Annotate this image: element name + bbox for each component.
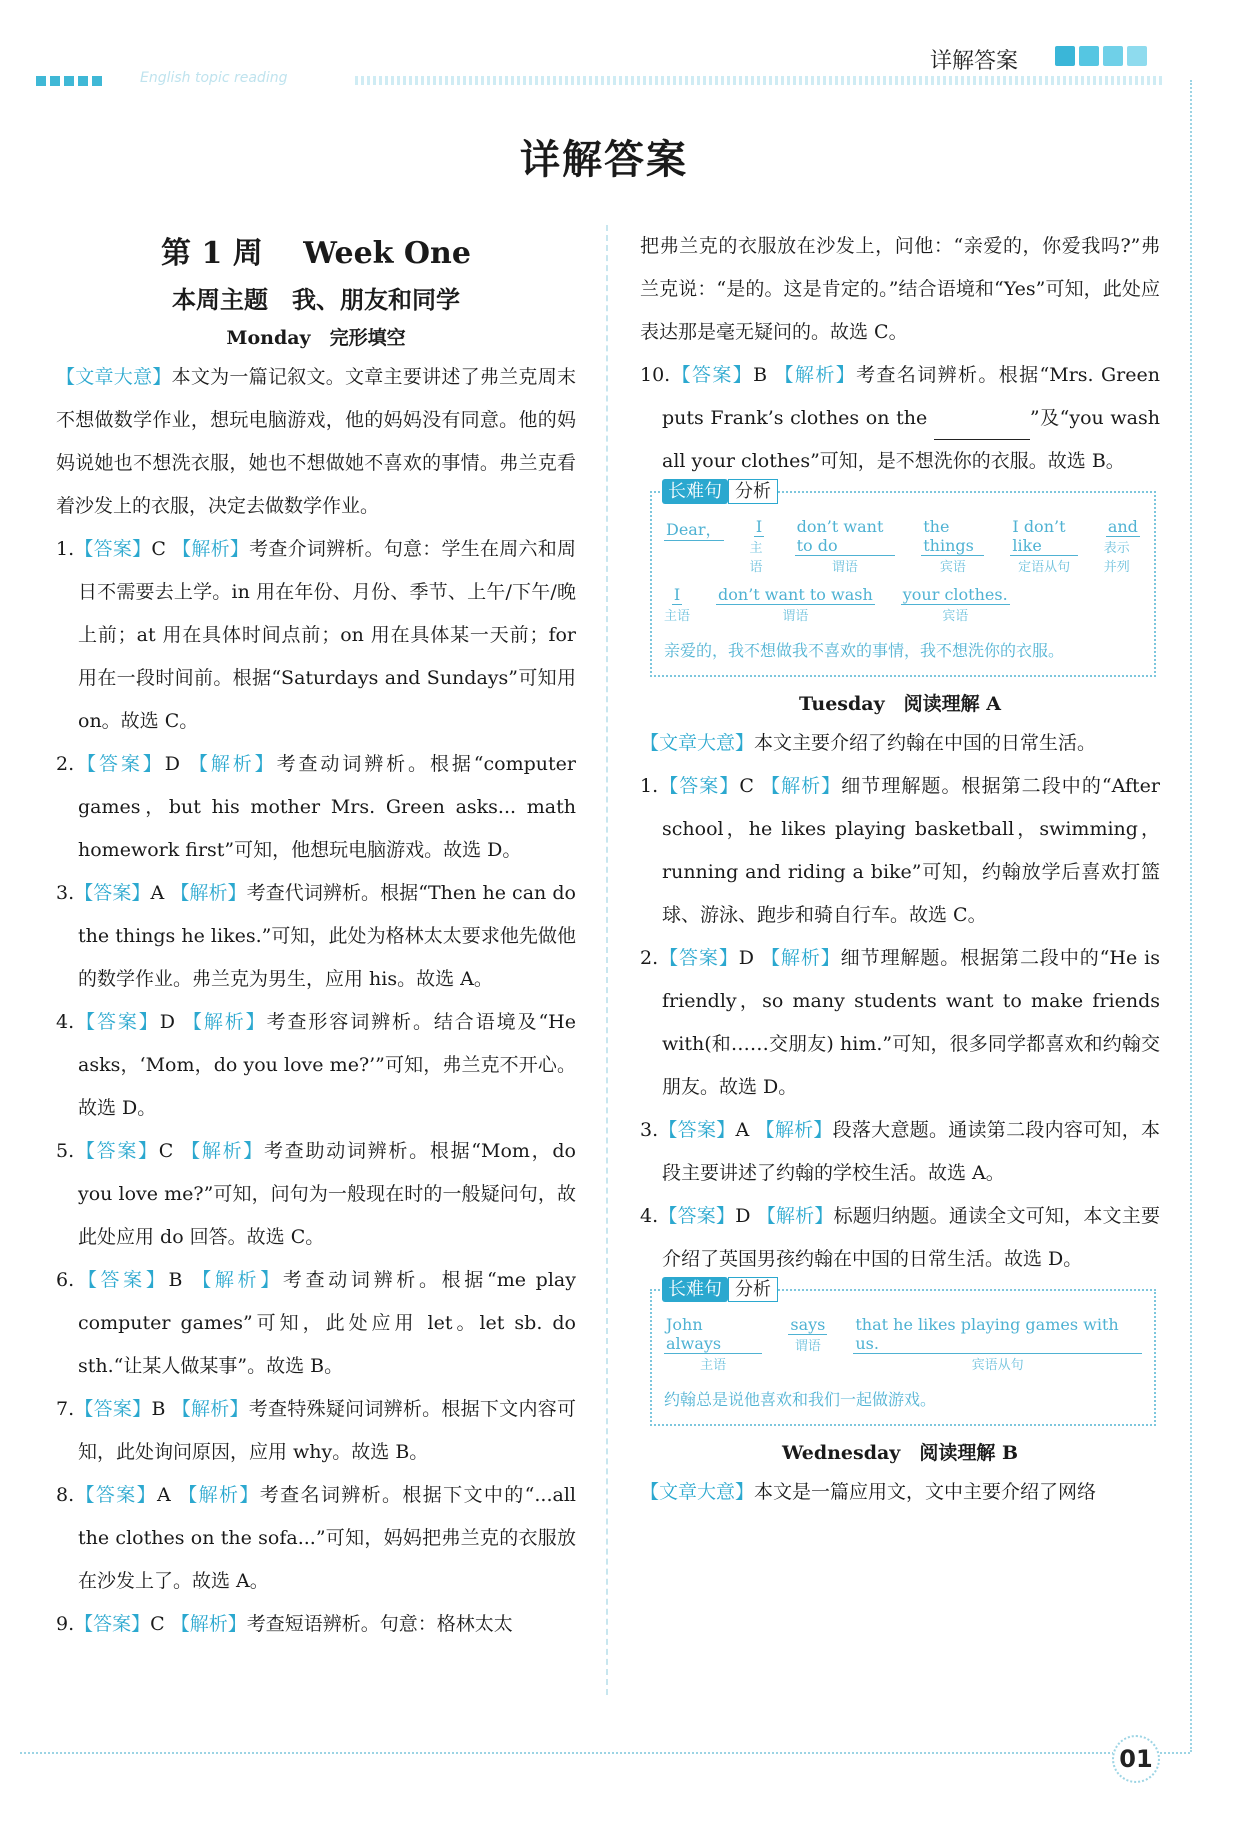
sentence-segment: the things 宾语 [921,517,984,575]
answer-item: 6.【答案】B 【解析】考查动词辨析。根据“me play computer games”可知，此处应用 let。let sb. do sth.“让某人做某事”。故选 B。 [56,1269,576,1377]
sentence-analysis-box-2 [650,1279,1156,1426]
blank-line [934,421,1030,440]
week-theme: 本周主题 我、朋友和同学 [172,286,460,314]
sentence-segment: Dear， [664,517,724,575]
sentence-segment: and 表示并列 [1103,517,1138,575]
page-number: 01 [1112,1735,1160,1783]
answer-item: 8.【答案】A 【解析】考查名词辨析。根据下文中的“...all the clothes on the sofa...”可知，妈妈把弗兰克的衣服放在沙发上了。故选 A。 [56,1484,576,1592]
monday-items [56,528,576,1646]
answer-item: 2.【答案】D 【解析】细节理解题。根据第二段中的“He is friendly，so many students want to make friends with(和……交朋友) him.”可知，很多同学都喜欢和约翰交朋友。故选 D。 [640,947,1160,1098]
answer-item: 4.【答案】D 【解析】标题归纳题。通读全文可知，本文主要介绍了英国男孩约翰在中国的日常生活。故选 D。 [640,1205,1160,1270]
week-title: 第 1 周 Week One [161,236,471,271]
header-blocks [1055,46,1151,70]
header-english-watermark: English topic reading [140,70,288,86]
column-divider [606,225,608,1695]
answer-item-10: 10.【答案】B 【解析】考查名词辨析。根据“Mrs. Green puts Frank’s clothes on the ”及“you wash all your clothes”可知，是不想洗你的衣服。故选 B。 [640,364,1160,472]
sentence-segment: John always 主语 [664,1315,762,1373]
tuesday-items [640,765,1160,1281]
answer-item: 4.【答案】D 【解析】考查形容词辨析。结合语境及“He asks，‘Mom，do you love me?’”可知，弗兰克不开心。故选 D。 [56,1011,576,1119]
sentence-segment: your clothes. 宾语 [902,585,1008,624]
sentence-row-3 [664,1315,1142,1373]
sentence-segment: don’t want to wash 谓语 [718,585,873,624]
sentence-segment: I 主语 [749,517,763,575]
right-column [640,225,1160,1514]
sentence-analysis-box-1 [650,481,1156,677]
answer-item: 2.【答案】D 【解析】考查动词辨析。根据“computer games，but his mother Mrs. Green asks... math homework first”可知，他想玩电脑游戏。故选 D。 [56,753,576,861]
sentence-translation: 亲爱的，我不想做我不喜欢的事情，我不想洗你的衣服。 [664,641,1065,660]
sentence-box-tag-2: 长难句 分析 [662,1275,778,1301]
answer-item: 7.【答案】B 【解析】考查特殊疑问词辨析。根据下文内容可知，此处询问原因，应用 why。故选 B。 [56,1398,576,1463]
tuesday-summary: 【文章大意】本文主要介绍了约翰在中国的日常生活。 [640,732,1097,754]
header-title: 详解答案 [930,49,1019,74]
sentence-segment: says 谓语 [790,1315,826,1354]
monday-summary: 【文章大意】本文为一篇记叙文。文章主要讲述了弗兰克周末不想做数学作业，想玩电脑游戏，他的妈妈没有同意。他的妈妈说她也不想洗衣服，她也不想做她不喜欢的事情。弗兰克看着沙发上的衣服，决定去做数学作业。 [56,366,576,517]
answer-item: 5.【答案】C 【解析】考查助动词辨析。根据“Mom，do you love me?”可知，问句为一般现在时的一般疑问句，故此处应用 do 回答。故选 C。 [56,1140,576,1248]
page-title: 详解答案 [520,137,688,183]
monday-heading: Monday 完形填空 [226,327,406,349]
tuesday-heading: Tuesday 阅读理解 A [799,693,1001,715]
sentence-segment: I 主语 [664,585,691,624]
sentence-translation-2: 约翰总是说他喜欢和我们一起做游戏。 [664,1390,937,1409]
left-column [56,225,576,1646]
wednesday-summary: 【文章大意】本文是一篇应用文，文中主要介绍了网络 [640,1481,1097,1503]
wednesday-heading: Wednesday 阅读理解 B [781,1442,1019,1464]
item9-continued: 把弗兰克的衣服放在沙发上，问他：“亲爱的，你爱我吗?”弗兰克说：“是的。这是肯定的。”结合语境和“Yes”可知，此处应表达那是毫无疑问的。故选 C。 [640,235,1160,343]
sentence-row-2 [664,585,1142,624]
sentence-segment: don’t want to do 谓语 [795,517,896,575]
answer-item: 3.【答案】A 【解析】段落大意题。通读第二段内容可知，本段主要讲述了约翰的学校生活。故选 A。 [640,1119,1160,1184]
sentence-segment: I don’t like 定语从句 [1010,517,1077,575]
answer-item: 1.【答案】C 【解析】细节理解题。根据第二段中的“After school，he likes playing basketball，swimming，running and riding a bike”可知，约翰放学后喜欢打篮球、游泳、跑步和骑自行车。故选 C。 [640,775,1160,926]
sentence-segment: that he likes playing games with us. 宾语从句 [853,1315,1142,1373]
answer-item: 3.【答案】A 【解析】考查代词辨析。根据“Then he can do the things he likes.”可知，此处为格林太太要求他先做他的数学作业。弗兰克为男生，应用 his。故选 A。 [56,882,576,990]
answer-item: 9.【答案】C 【解析】考查短语辨析。句意：格林太太 [56,1613,513,1635]
answer-item: 1.【答案】C 【解析】考查介词辨析。句意：学生在周六和周日不需要去上学。in 用在年份、月份、季节、上午/下午/晚上前；at 用在具体时间点前；on 用在具体某一天前；for 用在一段时间前。根据“Saturdays and Sundays”可知用 on。故选 C。 [56,538,576,732]
footer-line [20,1752,1190,1754]
sentence-row-1 [664,517,1142,575]
sentence-box-tag: 长难句 分析 [662,477,778,503]
